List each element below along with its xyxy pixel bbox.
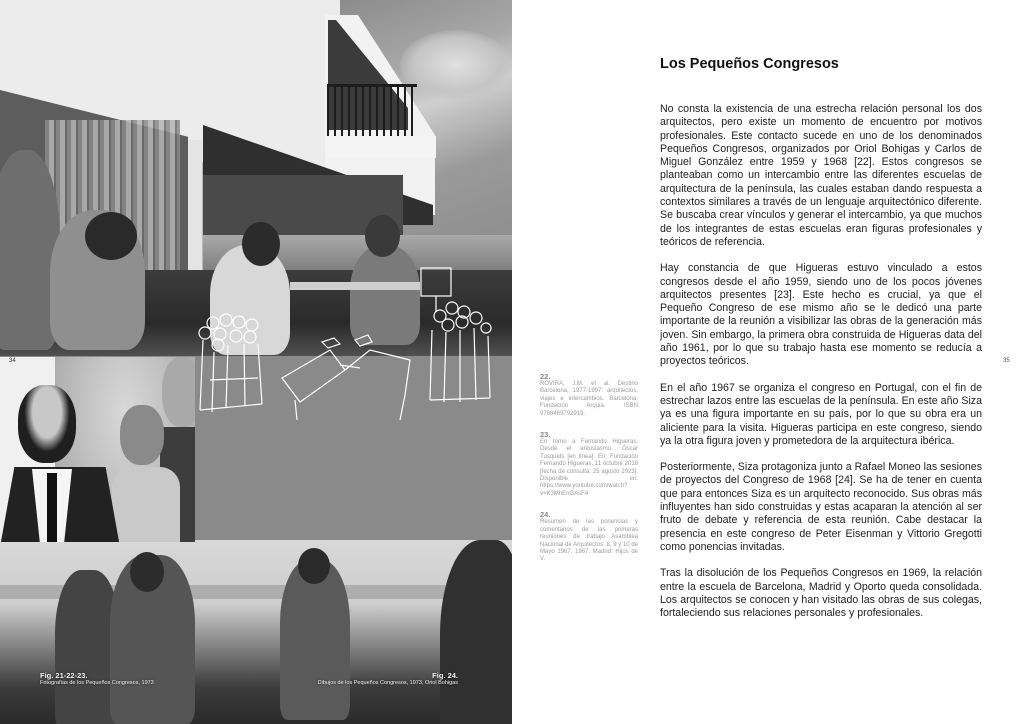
figure-caption-text: Fotografías de los Pequeños Congresos, 1973 [40,680,154,686]
portrait-photo [0,357,195,542]
footnotes-column [540,372,638,576]
person-head [162,357,195,427]
page-number-right: 35 [1003,358,1010,364]
paragraph: En el año 1967 se organiza el congreso en Portugal, con el fin de estrechar lazos entre las escuelas de la península. En este año Siza ya es una figura importante en su país, por lo que su obra era un aliciente para la visita. Higueras participa en este congreso, siendo ya la otra figura joven y prometedora de la arquitectura ibérica. [660,381,982,447]
bearded-head [18,385,76,463]
footnote-text: En torno a Fernando Higueras. Desde el entusiasmo. Óscar Tusquets [en línea]. En: Fundación Fernando Higueras, 11 octubre 2018 [fecha de consulta: 25 agosto 2023]. Disponible en: https://www.youtube.com/watch?v=K3MhEnGAsF4 [540,439,638,497]
chapter-title: Los Pequeños Congresos [660,56,839,72]
footnote-number: 23. [540,430,551,440]
footnote-number: 24. [540,510,551,520]
figure-caption-24 [318,671,458,687]
figure-label: Fig. 21-22-23. [40,671,88,680]
footnote-text: Resumen de las ponencias y comentarios de las primeras reuniones de trabajo Asamblea Nacional de Arquitectos. 8, 9 y 10 de Mayo 1967, 1967. Madrid: Hijos de V. [540,519,638,563]
footnote-24 [540,510,638,563]
figure-caption-21-23 [40,671,154,687]
paragraph: Posteriormente, Siza protagoniza junto a Rafael Moneo las sesiones de proyectos del Congreso de 1968 [24]. Se ha de tener en cuenta que para entonces Siza es un arquitecto reconocido. Sus obras más influyentes han sido construidas y estas acaparan la atención al ser fruto de debate y referencia de esta reunión. Cabe destacar la presencia en este congreso de Peter Eisenman y Vittorio Gregotti como ponencias invitadas. [660,461,982,553]
body-text [660,103,982,633]
person-silhouette [280,560,350,720]
footnote-23 [540,430,638,498]
person-head [85,212,137,260]
terrace-table [290,282,420,290]
balcony-slab [326,136,436,158]
terrace-photo [0,0,512,356]
person-silhouette [350,245,420,345]
figure-caption-text: Dibujos de los Pequeños Congresos, 1973, Oriol Bohigas [317,680,458,686]
beach-photo [0,540,512,724]
person-head [130,552,164,592]
footnote-text: ROVIRA, J.M. et al. Destino Barcelona, 1977-1997: arquitectos, viajes e intercambios. Barcelona: Fundación Arquia. ISBN 9788469792919. [540,381,638,417]
balcony-railing [327,84,417,136]
person-silhouette [112,467,180,542]
paragraph: No consta la existencia de una estrecha relación personal los dos arquitectos, pero existe un momento de encuentro por motivos profesionales. Este contacto sucede en uno de los denominados Pequeños Congresos, organizados por Oriol Bohigas y Carlos de Miguel González entre 1959 y 1968 [22]. Estos congresos se planteaban como un intercambio entre las diferentes escuelas de arquitectura de la península, las cuales estaban dando respuesta a contextos similares a través de un lenguaje arquitectónico diferente. Se buscaba crear vínculos y generar el intercambio, ya que muchos de los integrantes de estas escuelas eran figuras profesionales y teóricos de referencia. [660,103,982,248]
necktie [47,473,57,542]
person-head [120,405,164,465]
footnote-22 [540,372,638,418]
person-head [242,222,280,266]
footnote-number: 22. [540,372,551,381]
person-head [298,548,330,584]
page-number-left: 34 [9,358,16,364]
figure-label: Fig. 24. [432,671,458,680]
person-head [365,215,400,257]
paragraph: Hay constancia de que Higueras estuvo vinculado a estos congresos desde el año 1959, siendo uno de los pocos jóvenes arquitectos presentes [23]. Este hecho es crucial, ya que el Pequeño Congreso de ese mismo año se le dedicó una parte importante de la reunión a visibilizar las obras de la generación más joven. Sin embargo, la primera obra construida de Higueras data del año 1961, por lo que su trabajo hasta ese momento se reducía a proyectos teóricos. [660,262,982,368]
paragraph: Tras la disolución de los Pequeños Congresos en 1969, la relación entre la escuela de Barcelona, Madrid y Oporto queda consolidada. Los arquitectos se conocen y han visitado las obras de sus colegas, fortaleciendo sus relaciones personales y profesionales. [660,567,982,620]
person-silhouette [440,540,512,724]
